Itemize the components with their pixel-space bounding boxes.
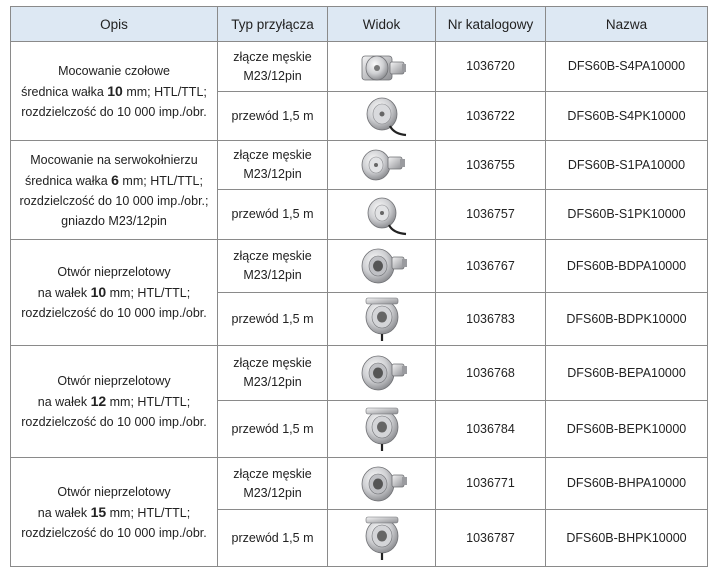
opis-line: rozdzielczość do 10 000 imp./obr. [21, 525, 207, 540]
connection-type-text: złącze męskie [233, 49, 312, 64]
product-name: DFS60B-BDPK10000 [546, 293, 708, 346]
connection-type-text: złącze męskie [233, 249, 312, 263]
product-name: DFS60B-BEPA10000 [546, 346, 708, 401]
opis-line: Otwór nieprzelotowy [57, 374, 171, 388]
view-cell [328, 92, 436, 141]
opis-line: Otwór nieprzelotowy [57, 265, 171, 279]
opis-cell [11, 458, 218, 567]
product-name: DFS60B-S4PA10000 [546, 42, 708, 92]
opis-line: Mocowanie czołowe [58, 63, 170, 78]
opis-cell [11, 42, 218, 141]
view-cell [328, 42, 436, 92]
table-row [11, 458, 708, 510]
view-cell [328, 240, 436, 293]
view-cell [328, 190, 436, 240]
opis-line: rozdzielczość do 10 000 imp./obr. [21, 415, 207, 429]
catalog-number: 1036783 [436, 293, 546, 346]
product-name: DFS60B-S1PA10000 [546, 141, 708, 190]
connection-type-cell: przewód 1,5 m [218, 401, 328, 458]
opis-line: średnica wałka [21, 84, 108, 99]
opis-cell [11, 141, 218, 240]
opis-line: mm; HTL/TTL; [106, 395, 191, 409]
connection-type-cell [218, 240, 328, 293]
connection-type-cell: przewód 1,5 m [218, 92, 328, 141]
view-cell [328, 346, 436, 401]
table-row [11, 346, 708, 401]
catalog-number: 1036722 [436, 92, 546, 141]
connection-type-text: M23/12pin [243, 268, 302, 282]
encoder-hollow-cable-icon [352, 295, 412, 343]
header-opis: Opis [11, 7, 218, 42]
opis-cell [11, 240, 218, 346]
encoder-servo-connector-icon [352, 143, 412, 187]
opis-line: na wałek [37, 286, 91, 300]
shaft-diameter: 15 [90, 503, 107, 520]
view-cell [328, 293, 436, 346]
encoder-hollow-connector-icon [352, 460, 412, 508]
product-name: DFS60B-BHPA10000 [546, 458, 708, 510]
opis-line: mm; HTL/TTL; [118, 173, 203, 188]
encoder-hollow-connector-icon [352, 242, 412, 290]
encoder-product-table [10, 6, 708, 567]
opis-line: mm; HTL/TTL; [106, 505, 191, 520]
catalog-number: 1036768 [436, 346, 546, 401]
opis-line: rozdzielczość do 10 000 imp./obr. [21, 104, 207, 119]
opis-cell [11, 346, 218, 458]
encoder-face-mount-connector-icon [352, 44, 412, 90]
shaft-diameter: 10 [107, 82, 123, 99]
opis-line: na wałek [37, 505, 91, 520]
catalog-number: 1036757 [436, 190, 546, 240]
opis-line: mm; HTL/TTL; [106, 286, 191, 300]
opis-line: rozdzielczość do 10 000 imp./obr. [21, 306, 207, 320]
product-name: DFS60B-BHPK10000 [546, 510, 708, 567]
encoder-hollow-cable-icon [352, 514, 412, 562]
header-row [11, 7, 708, 42]
shaft-diameter: 12 [90, 393, 107, 409]
connection-type-text: złącze męskie [233, 356, 312, 370]
catalog-number: 1036771 [436, 458, 546, 510]
connection-type-text: złącze męskie [233, 148, 312, 162]
encoder-hollow-cable-icon [352, 405, 412, 453]
encoder-face-mount-cable-icon [352, 94, 412, 138]
catalog-number: 1036787 [436, 510, 546, 567]
product-name: DFS60B-BEPK10000 [546, 401, 708, 458]
opis-line: średnica wałka [25, 173, 112, 188]
opis-line: gniazdo M23/12pin [61, 213, 167, 228]
catalog-number: 1036784 [436, 401, 546, 458]
shaft-diameter: 6 [111, 171, 119, 188]
connection-type-cell [218, 346, 328, 401]
table-row [11, 141, 708, 190]
header-widok: Widok [328, 7, 436, 42]
table-row [11, 42, 708, 92]
encoder-servo-cable-icon [352, 193, 412, 237]
connection-type-cell [218, 458, 328, 510]
view-cell [328, 510, 436, 567]
connection-type-text: M23/12pin [243, 485, 302, 500]
connection-type-cell [218, 42, 328, 92]
connection-type-cell: przewód 1,5 m [218, 293, 328, 346]
opis-line: rozdzielczość do 10 000 imp./obr.; [19, 193, 209, 208]
opis-line: na wałek [37, 395, 91, 409]
encoder-hollow-connector-icon [352, 349, 412, 397]
catalog-number: 1036755 [436, 141, 546, 190]
connection-type-text: M23/12pin [243, 375, 302, 389]
connection-type-cell: przewód 1,5 m [218, 190, 328, 240]
view-cell [328, 458, 436, 510]
header-nazwa: Nazwa [546, 7, 708, 42]
opis-line: mm; HTL/TTL; [122, 84, 207, 99]
catalog-number: 1036720 [436, 42, 546, 92]
catalog-number: 1036767 [436, 240, 546, 293]
opis-line: Otwór nieprzelotowy [57, 484, 171, 499]
product-name: DFS60B-S1PK10000 [546, 190, 708, 240]
product-name: DFS60B-S4PK10000 [546, 92, 708, 141]
header-nr-katalogowy: Nr katalogowy [436, 7, 546, 42]
connection-type-text: M23/12pin [243, 68, 302, 83]
header-typ-przylacza: Typ przyłącza [218, 7, 328, 42]
connection-type-cell [218, 141, 328, 190]
connection-type-text: M23/12pin [243, 167, 302, 181]
product-name: DFS60B-BDPA10000 [546, 240, 708, 293]
view-cell [328, 401, 436, 458]
product-table-wrapper [10, 6, 708, 567]
opis-line: Mocowanie na serwokołnierzu [30, 152, 198, 167]
shaft-diameter: 10 [90, 284, 107, 300]
connection-type-text: złącze męskie [233, 466, 312, 481]
table-row [11, 240, 708, 293]
connection-type-cell: przewód 1,5 m [218, 510, 328, 567]
view-cell [328, 141, 436, 190]
